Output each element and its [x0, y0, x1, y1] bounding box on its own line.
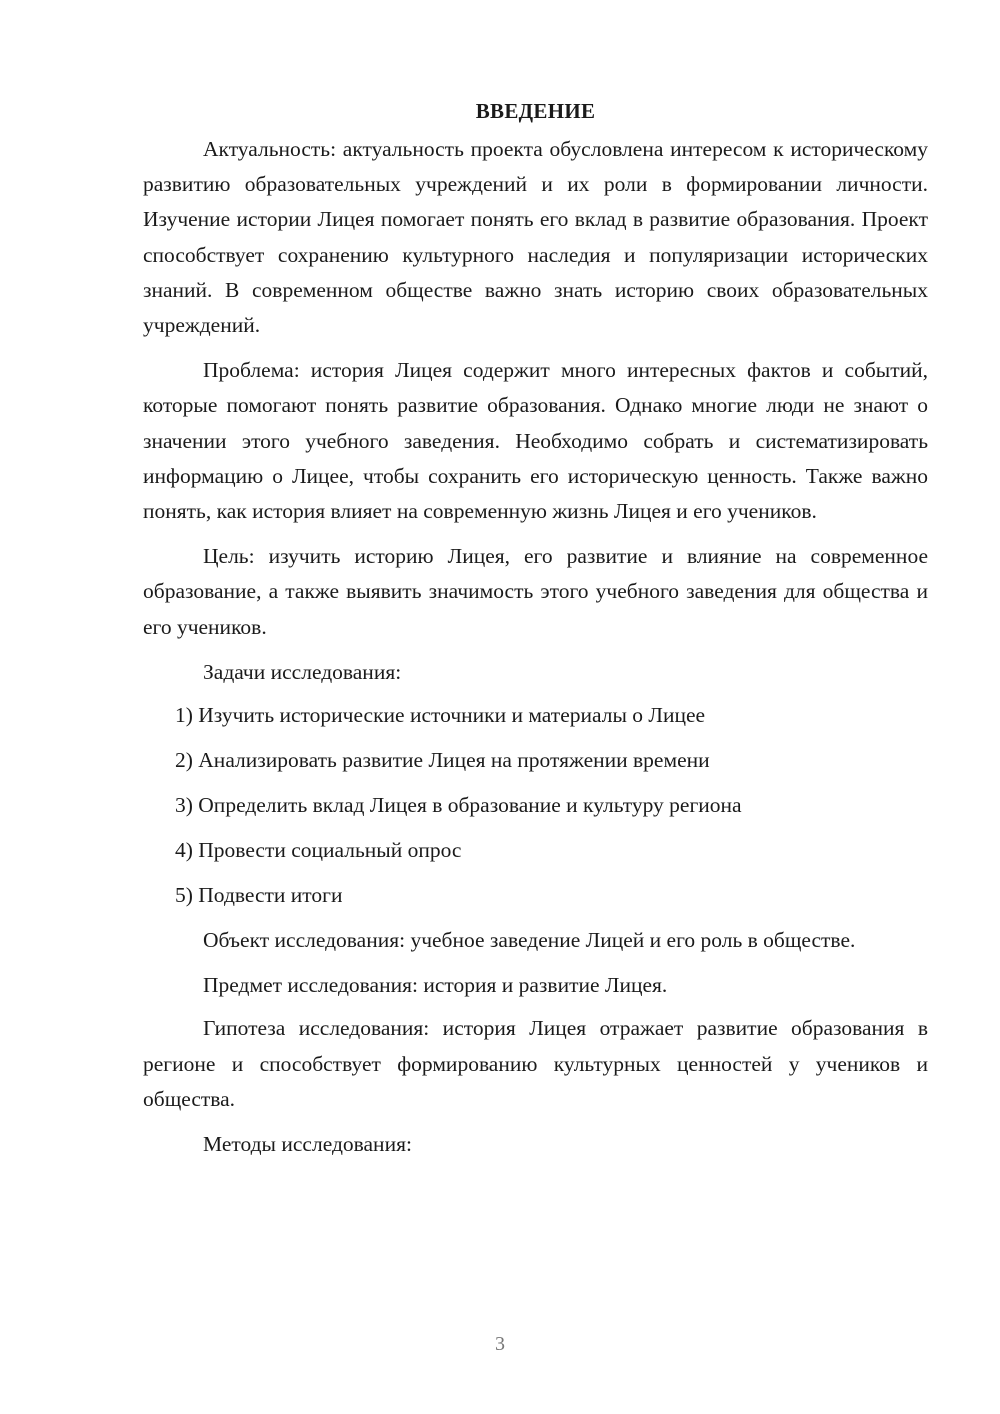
- list-item: 5) Подвести итоги: [175, 883, 343, 908]
- tasks-list: [143, 698, 928, 913]
- list-item: 2) Анализировать развитие Лицея на протяжении времени: [175, 748, 710, 773]
- page-number: 3: [495, 1333, 505, 1355]
- list-item: 3) Определить вклад Лицея в образование и культуру региона: [175, 793, 742, 818]
- list-item: 4) Провести социальный опрос: [175, 838, 462, 863]
- hypothesis-paragraph: Гипотеза исследования: история Лицея отражает развитие образования в регионе и способствует формированию культурных ценностей у учеников и общества.: [143, 1016, 928, 1111]
- goal-paragraph: Цель: изучить историю Лицея, его развитие и влияние на современное образование, а также выявить значимость этого учебного заведения для общества и его учеников.: [143, 544, 928, 639]
- document-page: [143, 94, 928, 1170]
- list-item: 1) Изучить исторические источники и материалы о Лицее: [175, 703, 706, 728]
- subject-paragraph: Предмет исследования: история и развитие Лицея.: [203, 973, 668, 998]
- methods-title: Методы исследования:: [203, 1132, 412, 1157]
- object-paragraph: Объект исследования: учебное заведение Лицей и его роль в обществе.: [203, 928, 856, 953]
- relevance-paragraph: Актуальность: актуальность проекта обусловлена интересом к историческому развитию образовательных учреждений и их роли в формировании личности. Изучение истории Лицея помогает понять его вклад в развитие образования. Проект способствует сохранению культурного наследия и популяризации исторических знаний. В современном обществе важно знать историю своих образовательных учреждений.: [143, 137, 928, 338]
- tasks-title: Задачи исследования:: [203, 659, 402, 684]
- problem-paragraph: Проблема: история Лицея содержит много интересных фактов и событий, которые помогают понять развитие образования. Однако многие люди не знают о значении этого учебного заведения. Необходимо собрать и систематизировать информацию о Лицее, чтобы сохранить его историческую ценность. Также важно понять, как история влияет на современную жизнь Лицея и его учеников.: [143, 358, 928, 524]
- section-heading: ВВЕДЕНИЕ: [475, 99, 596, 123]
